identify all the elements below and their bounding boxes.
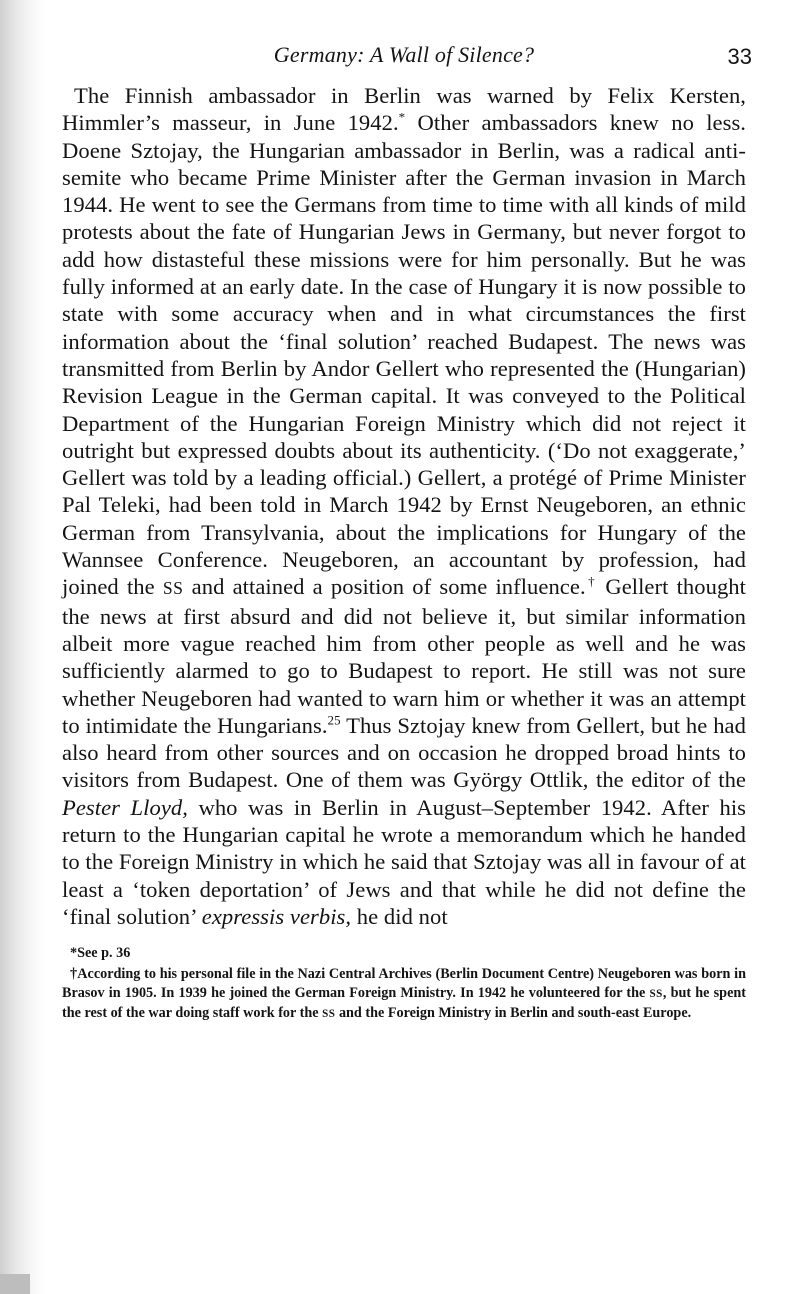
body-paragraph bbox=[62, 82, 746, 930]
running-title: Germany: A Wall of Silence? bbox=[273, 42, 535, 67]
footnotes bbox=[62, 944, 746, 1024]
footnote-star: *See p. 36 bbox=[70, 945, 131, 962]
footnote-mark-star: * bbox=[398, 109, 406, 125]
body-text-run: Thus Sztojay knew from Gellert, but he had also heard from other sources and on occasion he dropped broad hints to visitors from Budapest. One of them was György Ottlik, the editor of the bbox=[62, 712, 746, 793]
footnote-text-run: and the Foreign Ministry in Berlin and south-east Europe. bbox=[335, 1005, 692, 1022]
scan-edge-shadow bbox=[0, 0, 46, 1294]
small-caps-ss: SS bbox=[649, 988, 663, 1001]
italic-expressis-verbis: expressis verbis, bbox=[201, 903, 352, 929]
body-text-run: who was in Berlin in August–September 1942. After his return to the Hungarian capital he wrote a memorandum which he handed to the Foreign Ministry in which he said that Sztojay was all in favour of at least a ‘token deportation’ of Jews and that while he did not define the ‘final solution’ bbox=[62, 794, 746, 929]
body-text-run: and attained a position of some influence. bbox=[183, 574, 586, 600]
body-text-run: Gellert thought the news at first absurd and did not believe it, but similar information albeit more vague reached him from other people as well and he was sufficiently alarmed to go to Budapest to report. He still was not sure whether Neugeboren had wanted to warn him or whether it was an attempt to intimidate the Hungarians. bbox=[62, 574, 746, 738]
footnote-dagger bbox=[62, 965, 746, 1024]
footnote-mark-dagger: † bbox=[585, 573, 598, 589]
body-text-run: he did not bbox=[351, 903, 448, 929]
page-number: 33 bbox=[727, 44, 752, 69]
small-caps-ss: SS bbox=[322, 1008, 336, 1021]
book-page bbox=[62, 0, 752, 1026]
endnote-reference-25: 25 bbox=[327, 712, 341, 728]
italic-pester-lloyd: Pester Lloyd, bbox=[62, 794, 188, 820]
footnote-text-run: †According to his personal file in the Nazi Central Archives (Berlin Document Centre) Neugeboren was born in Brasov in 1905. In 1939 he joined the German Foreign Ministry. In 1942 he volunteered for the bbox=[62, 966, 746, 1002]
footnote-text-run: , but he spent the rest of the war doing staff work for the bbox=[62, 985, 746, 1022]
body-text-run: Other ambassadors knew no less. Doene Sztojay, the Hungarian ambassador in Berlin, was a radical anti-semite who became Prime Minister after the German invasion in March 1944. He went to see the Germans from time to time with all kinds of mild protests about the fate of Hungarian Jews in Germany, but never forgot to add how distasteful these missions were for him personally. But he was fully informed at an early date. In the case of Hungary it is now possible to state with some accuracy when and in what circumstances the first information about the ‘final solution’ reached Budapest. The news was transmitted from Berlin by Andor Gellert who represented the (Hungarian) Revision League in the German capital. It was conveyed to the Political Department of the Hungarian Foreign Ministry which did not reject it outright but expressed doubts about its authenticity. (‘Do not exaggerate,’ Gellert was told by a leading official.) Gellert, a protégé of Prime Minister Pal Teleki, had been told in March 1942 by Ernst Neugeboren, an ethnic German from Transylvania, about the implications for Hungary of the Wannsee Conference. Neugeboren, an accountant by profession, had joined the bbox=[62, 110, 746, 600]
body-text-run: The Finnish ambassador in Berlin was warned by Felix Kersten, Himmler’s masseur, in June 1942. bbox=[62, 83, 746, 136]
running-head bbox=[62, 42, 752, 78]
small-caps-ss: SS bbox=[162, 578, 184, 599]
